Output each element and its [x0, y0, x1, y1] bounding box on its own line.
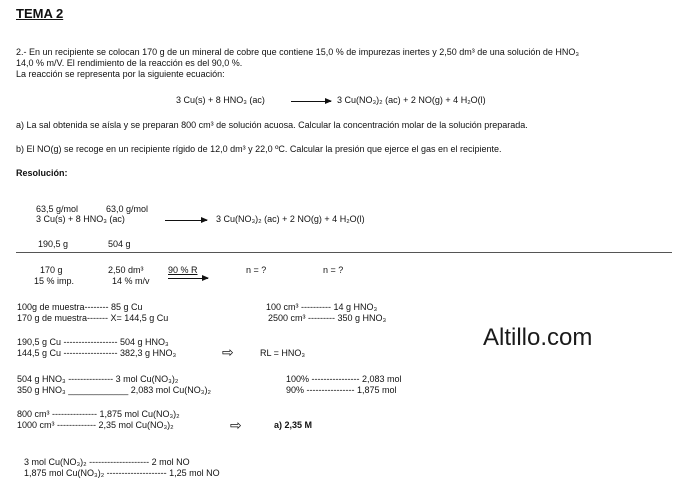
- calc-2b: 2500 cm³ --------- 350 g HNO₃: [268, 313, 387, 323]
- data-yield: 90 % R: [168, 265, 198, 275]
- equation-left: 3 Cu(s) + 8 HNO₃ (ac): [176, 95, 265, 105]
- calc-3a: 190,5 g Cu ------------------ 504 g HNO₃: [17, 337, 169, 347]
- molar-mass-hno3: 63,0 g/mol: [106, 204, 149, 214]
- data-arrow-icon: [168, 278, 208, 279]
- data-n-cu-nitrate: n = ?: [246, 265, 267, 275]
- molar-mass-cu: 63,5 g/mol: [36, 204, 79, 214]
- calc-7b: 1,875 mol Cu(NO₃)₂ -------------------- 1,25 mol NO: [24, 468, 220, 478]
- calc-2a: 100 cm³ ---------- 14 g HNO₃: [266, 302, 378, 312]
- data-cu-impurity: 15 % imp.: [34, 276, 75, 286]
- watermark-logo: Altillo.com: [483, 324, 593, 351]
- data-cu-mass: 170 g: [40, 265, 63, 275]
- resolution-equation-left: 3 Cu(s) + 8 HNO₃ (ac): [36, 214, 125, 224]
- reaction-arrow-icon: [291, 101, 331, 102]
- problem-line-3: La reacción se representa por la siguiente ecuación:: [16, 69, 225, 79]
- mass-cu: 190,5 g: [38, 239, 69, 249]
- data-solution-conc: 14 % m/v: [112, 276, 150, 286]
- calc-7a: 3 mol Cu(NO₃)₂ -------------------- 2 mol NO: [24, 457, 190, 467]
- page-title: TEMA 2: [16, 6, 64, 21]
- problem-line-2: 14,0 % m/V. El rendimiento de la reacción es del 90,0 %.: [16, 58, 243, 68]
- resolution-arrow-icon: [165, 220, 207, 221]
- limiting-reagent: RL = HNO₃: [260, 348, 306, 358]
- calc-1a: 100g de muestra-------- 85 g Cu: [17, 302, 143, 312]
- calc-3b: 144,5 g Cu ------------------ 382,3 g HNO₃: [17, 348, 177, 358]
- calc-4a: 504 g HNO₃ --------------- 3 mol Cu(NO₃)₂: [17, 374, 179, 384]
- data-solution-volume: 2,50 dm³: [108, 265, 144, 275]
- resolution-heading: Resolución:: [16, 168, 68, 178]
- calc-1b: 170 g de muestra------- X= 144,5 g Cu: [17, 313, 169, 323]
- answer-a: a) 2,35 M: [274, 420, 313, 430]
- equation-right: 3 Cu(NO₃)₂ (ac) + 2 NO(g) + 4 H₂O(l): [337, 95, 486, 105]
- resolution-equation-right: 3 Cu(NO₃)₂ (ac) + 2 NO(g) + 4 H₂O(l): [216, 214, 365, 224]
- calc-5a: 100% ---------------- 2,083 mol: [286, 374, 402, 384]
- implies-arrow-icon: ⇨: [222, 344, 234, 360]
- divider: [16, 252, 672, 253]
- data-n-no: n = ?: [323, 265, 344, 275]
- calc-5b: 90% ---------------- 1,875 mol: [286, 385, 397, 395]
- calc-6a: 800 cm³ --------------- 1,875 mol Cu(NO₃)₂: [17, 409, 180, 419]
- calc-6b: 1000 cm³ ------------- 2,35 mol Cu(NO₃)₂: [17, 420, 174, 430]
- problem-line-1: 2.- En un recipiente se colocan 170 g de un mineral de cobre que contiene 15,0 % de impurezas inertes y 2,50 dm³ de una solución de HNO₃: [16, 47, 580, 57]
- answer-arrow-icon: ⇨: [230, 417, 242, 433]
- calc-4b: 350 g HNO₃ ____________ 2,083 mol Cu(NO₃)₂: [17, 385, 211, 395]
- question-a: a) La sal obtenida se aísla y se preparan 800 cm³ de solución acuosa. Calcular la concentración molar de la solución preparada.: [16, 120, 528, 130]
- mass-hno3: 504 g: [108, 239, 131, 249]
- question-b: b) El NO(g) se recoge en un recipiente rígido de 12,0 dm³ y 22,0 ºC. Calcular la presión que ejerce el gas en el recipiente.: [16, 144, 502, 154]
